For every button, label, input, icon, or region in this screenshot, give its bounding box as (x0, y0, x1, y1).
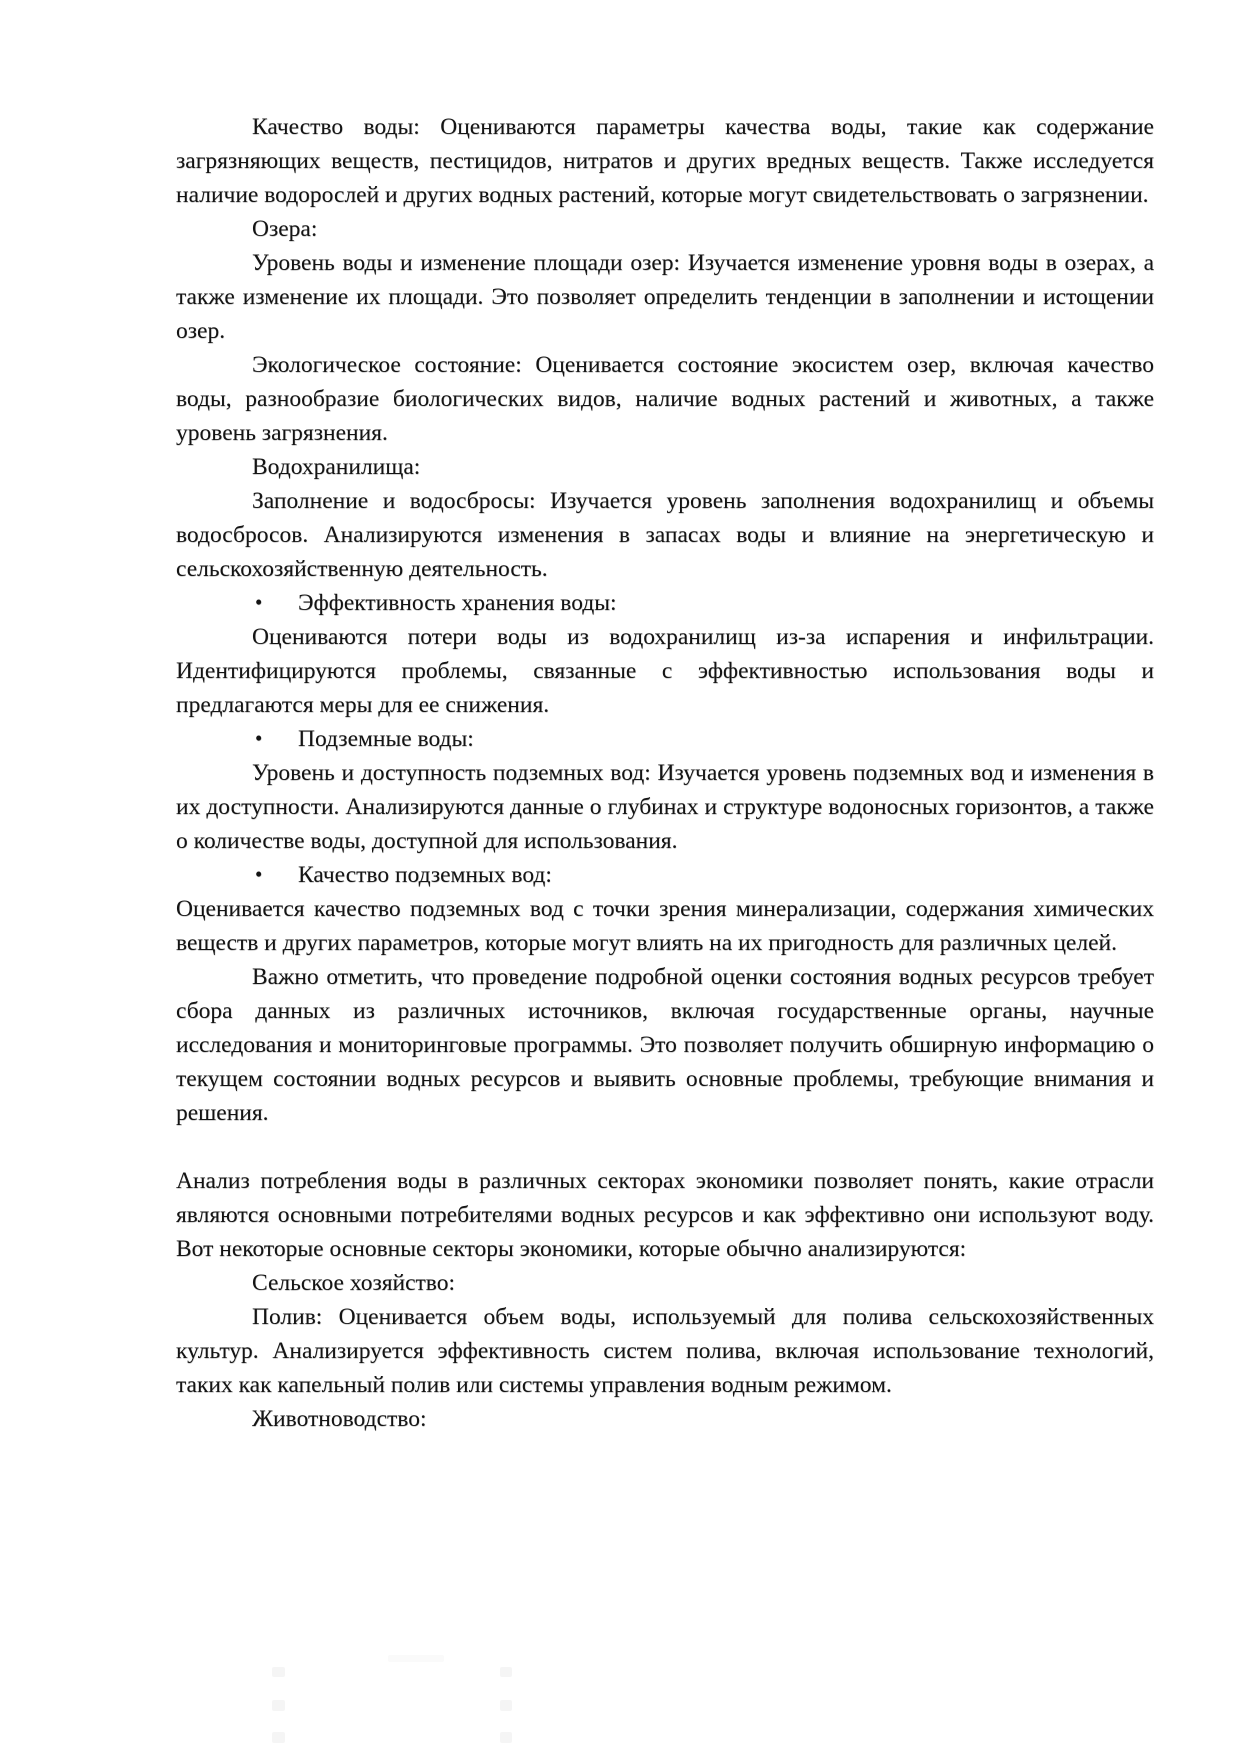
scan-artifact (272, 1700, 285, 1711)
paragraph: Оценивается качество подземных вод с точки зрения минерализации, содержания химических веществ и других параметров, которые могут влиять на их пригодность для различных целей. (176, 896, 1154, 956)
paragraph: Сельское хозяйство: (252, 1270, 456, 1296)
bullet-item-text: Качество подземных вод: (298, 862, 552, 888)
paragraph: Полив: Оценивается объем воды, используемый для полива сельскохозяйственных культур. Анализируется эффективность систем полива, включая использование технологий, таких как капельный полив или системы управления водным режимом. (176, 1304, 1154, 1398)
scan-artifact (388, 1655, 444, 1662)
bullet-icon: • (255, 862, 263, 886)
document-text (176, 0, 1154, 1436)
scan-artifact (500, 1732, 512, 1743)
paragraph: Водохранилища: (252, 454, 421, 480)
bullet-list-item (176, 858, 1154, 892)
scan-artifact (500, 1667, 512, 1677)
bullet-list-item (176, 722, 1154, 756)
paragraph: Оцениваются потери воды из водохранилищ из-за испарения и инфильтрации. Идентифицируются проблемы, связанные с эффективностью использования воды и предлагаются меры для ее снижения. (176, 624, 1154, 718)
paragraph: Уровень и доступность подземных вод: Изучается уровень подземных вод и изменения в их доступности. Анализируются данные о глубинах и структуре водоносных горизонтов, а также о количестве воды, доступной для использования. (176, 760, 1154, 854)
bullet-list-item (176, 586, 1154, 620)
scan-artifact (272, 1667, 285, 1677)
paragraph: Уровень воды и изменение площади озер: Изучается изменение уровня воды в озерах, а также изменение их площади. Это позволяет определить тенденции в заполнении и истощении озер. (176, 250, 1154, 344)
paragraph-spacer (176, 1130, 1154, 1164)
paragraph: Озера: (252, 216, 318, 242)
scan-artifact (500, 1700, 512, 1711)
scan-artifact (272, 1732, 285, 1743)
paragraph: Анализ потребления воды в различных секторах экономики позволяет понять, какие отрасли являются основными потребителями водных ресурсов и как эффективно они используют воду. Вот некоторые основные секторы экономики, которые обычно анализируются: (176, 1168, 1154, 1262)
bullet-item-text: Эффективность хранения воды: (298, 590, 617, 616)
bullet-icon: • (255, 590, 263, 614)
paragraph: Важно отметить, что проведение подробной оценки состояния водных ресурсов требует сбора данных из различных источников, включая государственные органы, научные исследования и мониторинговые программы. Это позволяет получить обширную информацию о текущем состоянии водных ресурсов и выявить основные проблемы, требующие внимания и решения. (176, 964, 1154, 1126)
paragraph: Экологическое состояние: Оценивается состояние экосистем озер, включая качество воды, разнообразие биологических видов, наличие водных растений и животных, а также уровень загрязнения. (176, 352, 1154, 446)
bullet-item-text: Подземные воды: (298, 726, 474, 752)
bullet-icon: • (255, 726, 263, 750)
paragraph: Животноводство: (252, 1406, 427, 1432)
paragraph: Заполнение и водосбросы: Изучается уровень заполнения водохранилищ и объемы водосбросов. Анализируются изменения в запасах воды и влияние на энергетическую и сельскохозяйственную деятельность. (176, 488, 1154, 582)
paragraph: Качество воды: Оцениваются параметры качества воды, такие как содержание загрязняющих веществ, пестицидов, нитратов и других вредных веществ. Также исследуется наличие водорослей и других водных растений, которые могут свидетельствовать о загрязнении. (176, 114, 1154, 208)
